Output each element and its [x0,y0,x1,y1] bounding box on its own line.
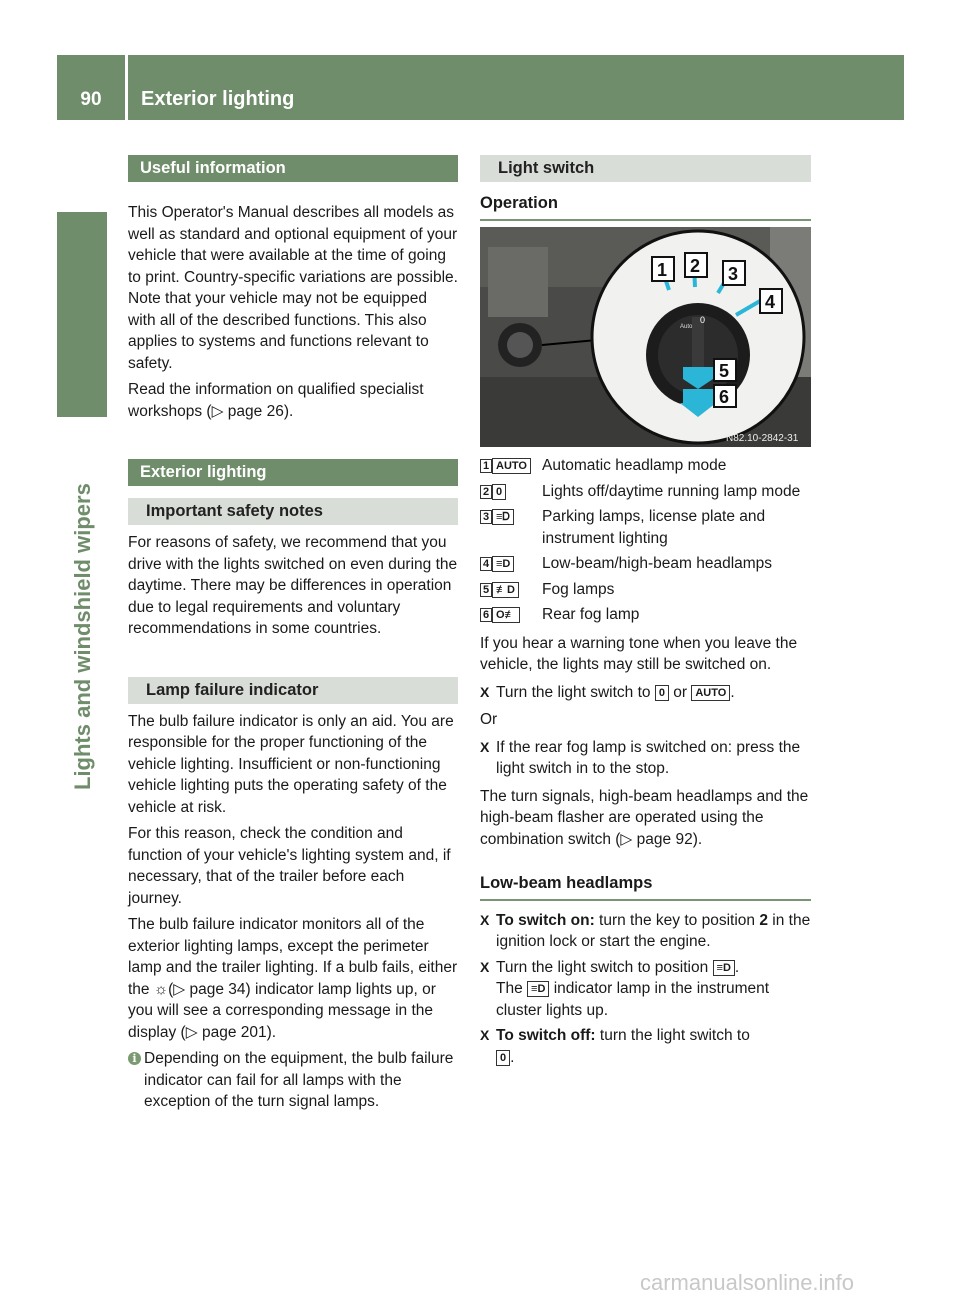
operation-heading: Operation [480,193,811,221]
low-beam-icon: ≡D [527,981,549,997]
watermark: carmanualsonline.info [640,1270,855,1295]
info-icon: i [128,1052,141,1065]
useful-heading: Useful information [128,155,458,182]
info-note: i Depending on the equipment, the bulb failure indicator can fail for all lamps with the exception of the turn signal lamps. [128,1048,458,1113]
callout-6: 6 [719,387,730,407]
safety-paragraph: For reasons of safety, we recommend that you drive with the lights switched on even during the daytime. There may be differences in operation due to legal requirements and voluntary recommendations in some countries. [128,534,458,637]
fog-lamp-icon: ≢D [492,582,519,598]
page-ref-link[interactable]: page 92 [636,830,693,848]
safety-heading: Important safety notes [128,498,458,525]
lamp-paragraph-3: The bulb failure indicator monitors all of the exterior lighting lamps, except the perimeter lamp and the trailer lighting. If a bulb fails, either the ☼(▷ page 34) indicator lamp lights up, or you will see a corresponding message in the display (▷ page 201). [128,916,458,1041]
turn-signal-paragraph: The turn signals, high-beam headlamps and the high-beam flasher are operated using the combination switch (▷ page 92). [480,787,809,848]
warning-paragraph: If you hear a warning tone when you leave the vehicle, the lights may still be switched on. [480,634,798,673]
bulb-indicator-icon: ☼ [153,980,169,998]
zero-icon: 0 [492,484,506,500]
legend-item: 2 0 Lights off/daytime running lamp mode [480,481,811,503]
light-switch-illustration [480,227,811,447]
left-column [128,155,458,1113]
callout-4: 4 [765,292,776,312]
step-arrow-icon: X [480,958,490,975]
svg-text:0: 0 [700,315,706,325]
lamp-paragraph-1: The bulb failure indicator is only an aid. You are responsible for the proper functioning of the vehicle lighting. Insufficient or non-functioning vehicle lighting puts the operating safety of the vehicle at risk. [128,712,454,816]
step-arrow-icon: X [480,738,490,755]
step-arrow-icon: X [480,683,490,700]
legend-item: 5 ≢D Fog lamps [480,579,811,601]
callout-1: 1 [657,260,668,280]
callout-2: 2 [690,256,701,276]
parking-lamp-icon: ≡Ꭰ [492,509,514,525]
low-beam-icon: ≡D [492,556,514,572]
lamp-paragraph-2: For this reason, check the condition and function of your vehicle's lighting system and, if necessary, that of the trailer before each journey. [128,825,451,907]
page-title: Exterior lighting [141,88,295,110]
legend-item: 1 AUTO Automatic headlamp mode [480,455,811,477]
legend-item: 6 O≢ Rear fog lamp [480,604,811,626]
useful-paragraph: This Operator's Manual describes all models as well as standard and optional equipment of your vehicle that were available at the time of going to print. Country-specific variations are possible. Note that your vehicle may not be equipped with all of the described functions. This also applies to systems and functions relevant to safety. [128,204,458,372]
step-item: X Turn the light switch to 0 or AUTO . [480,682,811,704]
header-divider [125,55,128,120]
step-item: X To switch off: turn the light switch to 0 . [480,1027,750,1066]
page-ref-link[interactable]: page 201 [201,1023,267,1041]
step-item: X To switch on: turn the key to position 2 in the ignition lock or start the engine. [480,911,811,950]
section-label: Lights and windshield wipers [70,483,95,790]
exterior-heading: Exterior lighting [128,459,458,486]
low-beam-icon: ≡D [713,960,735,976]
page-ref-link[interactable]: page 34 [189,980,246,998]
or-label: Or [480,711,498,728]
callout-3: 3 [728,264,739,284]
rear-fog-lamp-icon: O≢ [492,607,520,623]
step-item: X If the rear fog lamp is switched on: press the light switch in to the stop. [480,738,801,777]
legend-item: 4 ≡D Low-beam/high-beam headlamps [480,553,811,575]
page-header [57,55,904,120]
step-item: X Turn the light switch to position ≡D . The ≡D indicator lamp in the instrument cluster lights up. [480,958,770,1019]
right-column [480,155,811,221]
low-beam-heading: Low-beam headlamps [480,873,811,901]
useful-ref-paragraph: Read the information on qualified specialist workshops (▷ page 26). [128,381,424,420]
svg-text:Auto: Auto [680,324,693,330]
callout-5: 5 [719,361,730,381]
lamp-heading: Lamp failure indicator [128,677,458,704]
legend-item: 3 ≡Ꭰ Parking lamps, license plate and instrument lighting [480,506,811,549]
step-arrow-icon: X [480,1027,490,1043]
light-switch-photo [480,227,811,447]
figure-code: N82.10-2842-31 [726,433,799,444]
auto-icon: AUTO [492,458,531,474]
step-arrow-icon: X [480,911,490,928]
switch-heading: Light switch [480,155,811,182]
right-column-text [480,455,811,1068]
page-number: 90 [80,89,102,110]
page-ref-link[interactable]: page 26 [227,402,284,420]
